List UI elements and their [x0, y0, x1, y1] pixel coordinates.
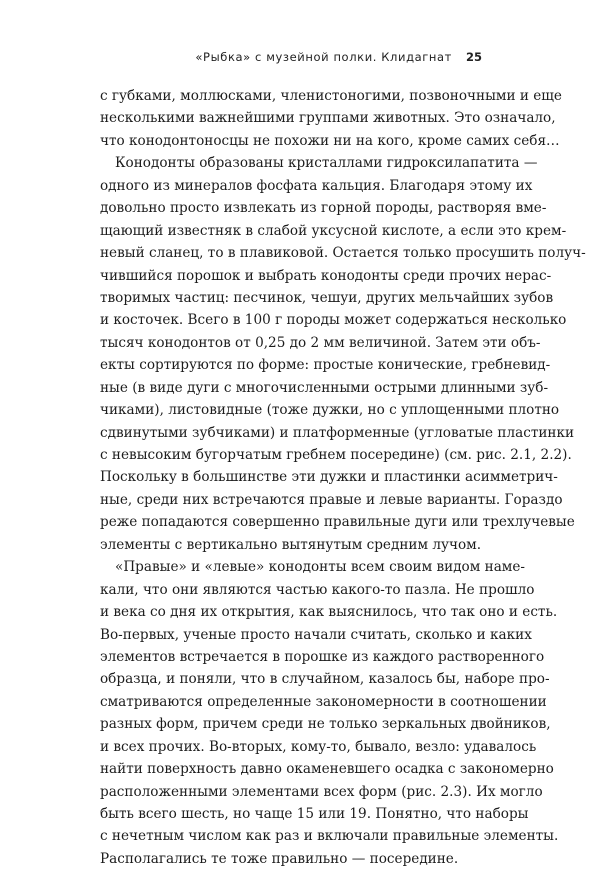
text-line: кали, что они являются частью какого-то пазла. Не прошло	[100, 581, 535, 598]
text-line: элементы с вертикально вытянутым средним лучом.	[100, 536, 482, 553]
running-header	[100, 50, 482, 64]
text-line: екты сортируются по форме: простые конические, гребневид-	[100, 357, 551, 374]
text-line: Поскольку в большинстве эти дужки и пластинки асимметрич-	[100, 469, 558, 486]
text-line: что конодонтоносцы не похожи ни на кого, кроме самих себя…	[100, 132, 560, 149]
text-line: образца, и поняли, что в случайном, казалось бы, наборе про-	[100, 671, 550, 688]
text-line: творимых частиц: песчинок, чешуи, других мельчайших зубов	[100, 289, 554, 306]
text-line: Во-первых, ученые просто начали считать, сколько и каких	[100, 626, 532, 643]
text-line: сматриваются определенные закономерности в соотношении	[100, 693, 547, 710]
text-line: сдвинутыми зубчиками) и платформенные (угловатые пластинки	[100, 424, 575, 441]
text-line: с невысоким бугорчатым гребнем посередине) (см. рис. 2.1, 2.2).	[100, 447, 572, 463]
text-line: разных форм, причем среди не только зеркальных двойников,	[100, 716, 551, 733]
text-line: Располагались те тоже правильно — посередине.	[100, 850, 459, 867]
text-line: и косточек. Всего в 100 г породы может содержаться несколько	[100, 312, 567, 329]
text-line: быть всего шесть, но чаще 15 или 19. Понятно, что наборы	[100, 806, 529, 822]
text-line: щающий известняк в слабой уксусной кислоте, а если это крем-	[100, 222, 567, 239]
text-line: чившийся порошок и выбрать конодонты среди прочих нерас-	[100, 267, 552, 284]
text-line: реже попадаются совершенно правильные дуги или трехлучевые	[100, 514, 575, 531]
text-line: ные (в виде дуги с многочисленными острыми длинными зуб-	[100, 379, 549, 396]
text-line: и всех прочих. Во-вторых, кому-то, бывало, везло: удавалось	[100, 738, 537, 755]
text-line: тысяч конодонтов от 0,25 до 2 мм величиной. Затем эти объ-	[100, 334, 541, 351]
text-line: найти поверхность давно окаменевшего осадка с закономерно	[100, 761, 554, 778]
text-line: «Правые» и «левые» конодонты всем своим видом наме-	[115, 559, 526, 576]
text-line: элементов встречается в порошке из каждого растворенного	[100, 648, 545, 665]
page-number: 25	[465, 50, 482, 64]
text-line: с нечетным числом как раз и включали правильные элементы.	[100, 828, 559, 845]
paragraph	[100, 85, 562, 152]
body-text	[100, 85, 586, 870]
text-line: несколькими важнейшими группами животных. Это означало,	[100, 110, 556, 127]
running-title: «Рыбка» с музейной полки. Клидагнат	[195, 50, 452, 64]
text-line: одного из минералов фосфата кальция. Благодаря этому их	[100, 177, 533, 194]
text-line: ные, среди них встречаются правые и левые варианты. Гораздо	[100, 491, 563, 508]
text-line: довольно просто извлекать из горной породы, растворяя вме-	[100, 200, 547, 217]
text-line: Конодонты образованы кристаллами гидроксилапатита —	[115, 155, 538, 172]
text-line: невый сланец, то в плавиковой. Остается только просушить получ-	[100, 245, 586, 262]
paragraph	[100, 556, 559, 870]
text-line: с губками, моллюсками, членистоногими, позвоночными и еще	[100, 88, 562, 104]
text-line: чиками), листовидные (тоже дужки, но с уплощенными плотно	[100, 402, 560, 419]
paragraph	[100, 152, 586, 556]
text-line: и века со дня их открытия, как выяснилось, что так оно и есть.	[100, 604, 558, 621]
text-line: расположенными элементами всех форм (рис. 2.3). Их могло	[100, 783, 543, 800]
